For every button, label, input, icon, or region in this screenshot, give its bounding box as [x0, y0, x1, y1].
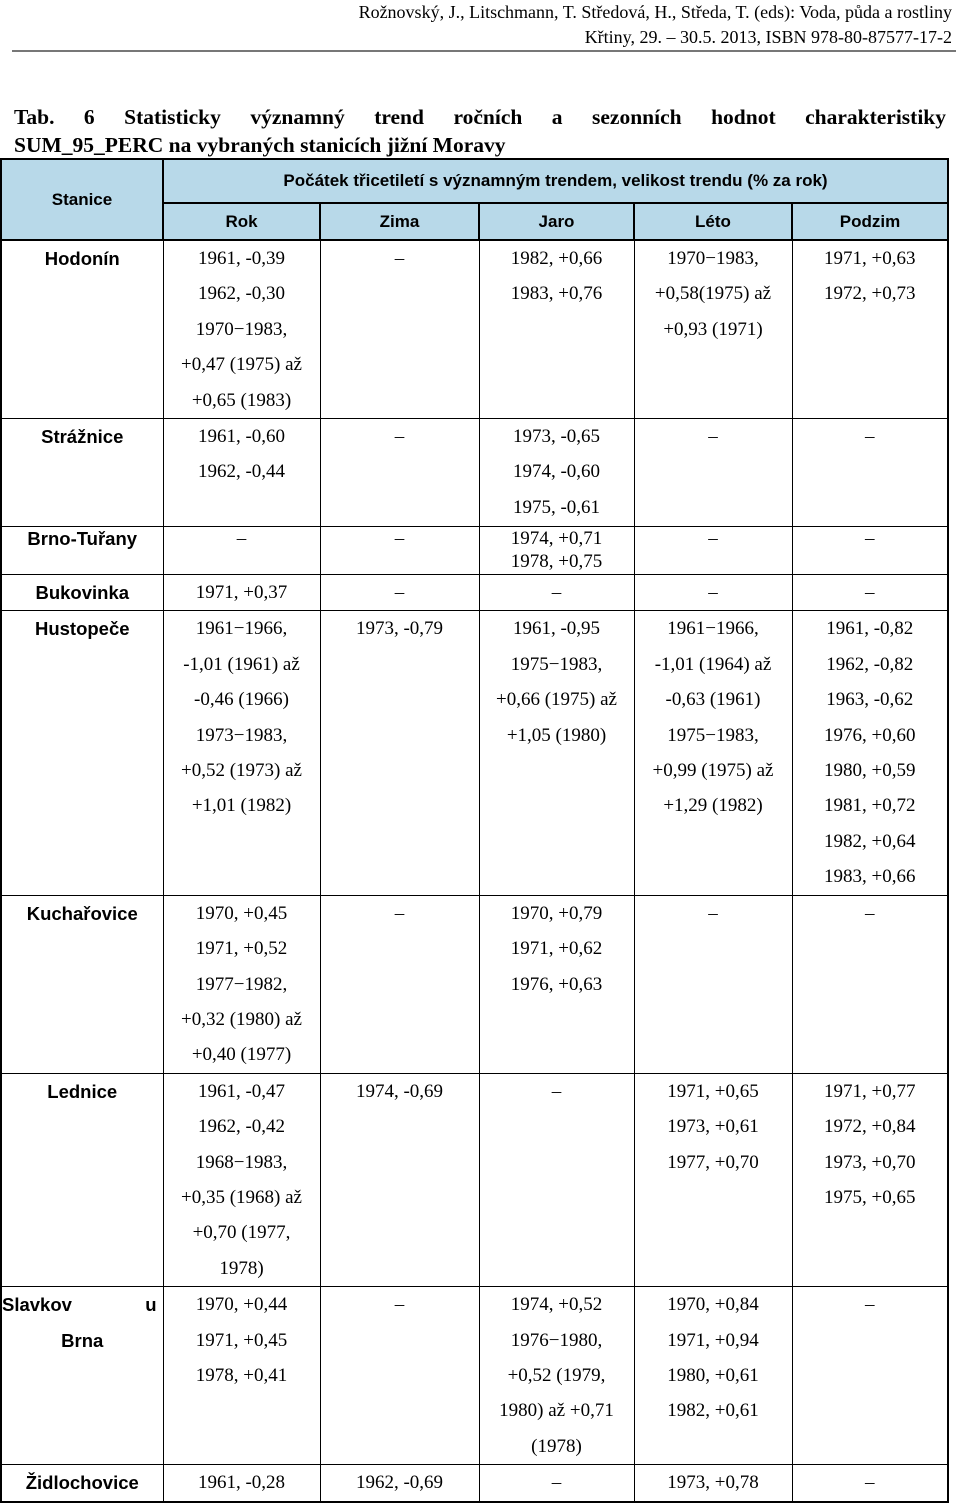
value-cell [479, 575, 634, 611]
trend-value: 1978) [219, 1257, 264, 1279]
trend-value: 1961, -0,39 [197, 248, 286, 269]
trend-value: +0,66 (1975) až [496, 689, 617, 711]
column-header-jaro: Jaro [479, 203, 634, 240]
trend-value: 1971, +0,45 [195, 1329, 288, 1351]
value-cell [479, 419, 634, 527]
value-cell [320, 611, 479, 895]
value-cell [320, 1465, 479, 1502]
station-name: Židlochovice [25, 1472, 139, 1494]
value-cell [479, 611, 634, 895]
trend-value: 1961, -0,28 [197, 1472, 286, 1494]
empty-dash: – [865, 1294, 875, 1316]
value-cell [479, 895, 634, 1073]
table-row [1, 1287, 948, 1465]
empty-dash: – [394, 1294, 405, 1316]
trend-value: 1982, +0,64 [824, 830, 916, 852]
trend-value: 1973−1983, [195, 724, 288, 746]
empty-dash: – [394, 426, 405, 448]
trend-value: 1961, -0,60 [197, 426, 286, 448]
trend-value: 1962, -0,44 [197, 461, 286, 483]
trend-value: 1974, +0,52 [510, 1294, 603, 1316]
trend-value: +0,93 (1971) [663, 318, 763, 340]
value-cell [163, 611, 320, 895]
value-cell [320, 895, 479, 1073]
empty-dash: – [865, 582, 875, 604]
table-row [1, 575, 948, 611]
table-row [1, 240, 948, 419]
station-cell [1, 895, 163, 1073]
station-name-part: u [145, 1294, 157, 1316]
trend-value: +0,52 (1973) až [181, 760, 302, 782]
table-row [1, 611, 948, 895]
value-cell [320, 527, 479, 575]
trend-value: +0,70 (1977, [192, 1222, 291, 1244]
value-cell [479, 1287, 634, 1465]
empty-dash: – [551, 1080, 562, 1102]
empty-dash: – [236, 528, 247, 550]
trend-value: 1974, +0,71 [510, 528, 603, 550]
empty-dash: – [865, 1472, 875, 1494]
trend-value: (1978) [531, 1435, 582, 1457]
station-cell [1, 575, 163, 611]
trend-value: 1973, +0,78 [667, 1472, 759, 1494]
empty-dash: – [865, 902, 875, 924]
value-cell [479, 1465, 634, 1502]
trend-value: 1982, +0,66 [510, 248, 603, 269]
value-cell [163, 575, 320, 611]
trend-value: 1980, +0,61 [667, 1364, 759, 1386]
trend-value: +1,01 (1982) [191, 795, 292, 817]
trend-value: 1978, +0,41 [195, 1364, 288, 1386]
trend-value: 1961−1966, [195, 618, 288, 640]
trend-value: 1971, +0,37 [195, 582, 288, 604]
table-row [1, 527, 948, 575]
trend-value: 1983, +0,76 [510, 283, 603, 305]
trend-value: 1961−1966, [667, 618, 759, 640]
trend-table [0, 158, 949, 1503]
station-cell [1, 527, 163, 575]
station-name [2, 1287, 163, 1322]
trend-value: 1970, +0,84 [667, 1294, 759, 1316]
value-cell [792, 1465, 948, 1502]
value-cell [163, 419, 320, 527]
page-header-line-1: Rožnovský, J., Litschmann, T. Středová, H., Středa, T. (eds): Voda, půda a rostliny [358, 2, 952, 22]
table-row [1, 895, 948, 1073]
value-cell [634, 1465, 792, 1502]
column-header-leto: Léto [634, 203, 792, 240]
value-cell [320, 1287, 479, 1465]
value-cell [792, 895, 948, 1073]
empty-dash: – [394, 528, 405, 550]
value-cell [792, 575, 948, 611]
trend-value: +0,47 (1975) až [181, 354, 302, 376]
value-cell [163, 527, 320, 575]
trend-value: 1977−1982, [195, 973, 288, 995]
value-cell [479, 1073, 634, 1286]
empty-dash: – [865, 426, 875, 448]
value-cell [634, 1073, 792, 1286]
trend-value: +0,35 (1968) až [181, 1186, 302, 1208]
empty-dash: – [394, 582, 405, 604]
empty-dash: – [708, 426, 718, 448]
value-cell [634, 419, 792, 527]
station-cell [1, 1465, 163, 1502]
trend-value: 1980) až +0,71 [499, 1400, 614, 1422]
station-name: Hustopeče [34, 618, 130, 640]
station-cell [1, 611, 163, 895]
value-cell [320, 1073, 479, 1286]
page-header-line-2: Křtiny, 29. – 30.5. 2013, ISBN 978-80-87577-17-2 [584, 27, 952, 47]
trend-value: +1,29 (1982) [663, 795, 763, 817]
trend-value: 1970, +0,44 [195, 1294, 288, 1316]
station-name-part: Slavkov [2, 1294, 72, 1316]
header-divider [12, 50, 956, 52]
trend-value: 1981, +0,72 [824, 795, 916, 817]
value-cell [320, 240, 479, 419]
table-row [1, 419, 948, 527]
page-header [0, 0, 952, 50]
trend-value: +0,99 (1975) až [652, 760, 774, 782]
empty-dash: – [551, 582, 562, 604]
station-header: Stanice [1, 159, 163, 240]
value-cell [792, 611, 948, 895]
trend-value: -1,01 (1964) až [654, 653, 772, 675]
trend-value: +0,32 (1980) až [181, 1008, 302, 1030]
value-cell [320, 419, 479, 527]
trend-value: 1968−1983, [195, 1151, 288, 1173]
trend-value: +0,52 (1979, [507, 1364, 606, 1386]
column-header-podzim: Podzim [792, 203, 948, 240]
trend-value: 1973, +0,70 [824, 1151, 916, 1173]
station-name: Kuchařovice [26, 902, 138, 924]
trend-value: 1970, +0,45 [195, 902, 288, 924]
trend-value: 1961, -0,82 [826, 618, 914, 640]
trend-value: 1972, +0,73 [824, 283, 916, 305]
trend-value: 1974, -0,60 [512, 461, 601, 483]
trend-value: 1972, +0,84 [824, 1116, 916, 1138]
trend-value: 1962, -0,82 [826, 653, 914, 675]
trend-value: 1975−1983, [510, 653, 603, 675]
station-cell [1, 240, 163, 419]
empty-dash: – [394, 248, 405, 269]
trend-value: -0,63 (1961) [665, 689, 761, 711]
value-cell [479, 527, 634, 575]
empty-dash: – [708, 582, 718, 604]
station-name: Brna [61, 1329, 104, 1351]
value-cell [634, 527, 792, 575]
trend-value: 1982, +0,61 [667, 1400, 759, 1422]
trend-value: 1974, -0,69 [355, 1080, 444, 1102]
value-cell [634, 611, 792, 895]
trend-value: 1961, -0,47 [197, 1080, 286, 1102]
value-cell [163, 1073, 320, 1286]
value-cell [634, 240, 792, 419]
trend-value: 1971, +0,52 [195, 938, 288, 960]
empty-dash: – [551, 1472, 562, 1494]
trend-value: 1976, +0,60 [824, 724, 916, 746]
value-cell [634, 1287, 792, 1465]
trend-value: 1973, -0,79 [355, 618, 444, 640]
station-name: Strážnice [41, 426, 124, 448]
station-cell [1, 1073, 163, 1286]
table-body [1, 240, 948, 1502]
value-cell [320, 575, 479, 611]
value-cell [792, 240, 948, 419]
trend-value: 1970−1983, [667, 248, 759, 269]
trend-value: +1,05 (1980) [506, 724, 607, 746]
table-row [1, 1073, 948, 1286]
trend-value: 1975, -0,61 [512, 496, 601, 518]
trend-value: 1978, +0,75 [510, 551, 603, 573]
column-header-zima: Zima [320, 203, 479, 240]
group-header: Počátek třicetiletí s významným trendem, velikost trendu (% za rok) [163, 159, 948, 203]
value-cell [634, 575, 792, 611]
trend-value: 1976, +0,63 [510, 973, 603, 995]
trend-value: 1970, +0,79 [510, 902, 603, 924]
trend-value: 1975−1983, [667, 724, 759, 746]
trend-value: 1971, +0,77 [824, 1080, 916, 1102]
trend-value: 1970−1983, [195, 318, 288, 340]
value-cell [792, 1287, 948, 1465]
table-row [1, 1465, 948, 1502]
station-cell [1, 1287, 163, 1465]
station-name: Bukovinka [35, 582, 130, 604]
trend-value: 1975, +0,65 [824, 1186, 916, 1208]
trend-value: 1971, +0,65 [667, 1080, 759, 1102]
trend-value: 1962, -0,30 [197, 283, 286, 305]
trend-value: 1973, -0,65 [512, 426, 601, 448]
trend-value: -0,46 (1966) [194, 689, 289, 711]
station-name: Brno-Tuřany [27, 528, 138, 550]
empty-dash: – [708, 528, 718, 550]
trend-value: 1971, +0,62 [510, 938, 603, 960]
value-cell [163, 1287, 320, 1465]
trend-value: +0,58(1975) až [654, 283, 772, 305]
value-cell [634, 895, 792, 1073]
trend-value: 1963, -0,62 [826, 689, 914, 711]
station-name: Hodonín [44, 248, 120, 269]
caption-line-2: SUM_95_PERC na vybraných stanicích jižní Moravy [14, 133, 506, 157]
trend-value: +0,40 (1977) [191, 1044, 292, 1066]
value-cell [163, 1465, 320, 1502]
trend-value: 1977, +0,70 [667, 1151, 759, 1173]
trend-value: 1983, +0,66 [824, 866, 916, 888]
value-cell [792, 419, 948, 527]
trend-value: 1976−1980, [510, 1329, 603, 1351]
value-cell [163, 240, 320, 419]
trend-value: 1962, -0,42 [197, 1116, 286, 1138]
empty-dash: – [708, 902, 718, 924]
trend-value: 1980, +0,59 [824, 760, 916, 782]
empty-dash: – [865, 528, 875, 550]
trend-value: 1973, +0,61 [667, 1116, 759, 1138]
caption-line-1: Tab. 6 Statisticky významný trend ročních a sezonních hodnot charakteristiky [14, 105, 946, 129]
trend-value: -1,01 (1961) až [183, 653, 300, 675]
trend-value: +0,65 (1983) [191, 389, 292, 411]
trend-value: 1971, +0,63 [824, 248, 916, 269]
value-cell [792, 527, 948, 575]
value-cell [163, 895, 320, 1073]
station-cell [1, 419, 163, 527]
trend-value: 1961, -0,95 [512, 618, 601, 640]
station-name: Lednice [47, 1080, 118, 1102]
column-header-rok: Rok [163, 203, 320, 240]
empty-dash: – [394, 902, 405, 924]
trend-value: 1962, -0,69 [355, 1472, 444, 1494]
trend-value: 1971, +0,94 [667, 1329, 759, 1351]
table-caption [14, 103, 946, 159]
value-cell [792, 1073, 948, 1286]
value-cell [479, 240, 634, 419]
